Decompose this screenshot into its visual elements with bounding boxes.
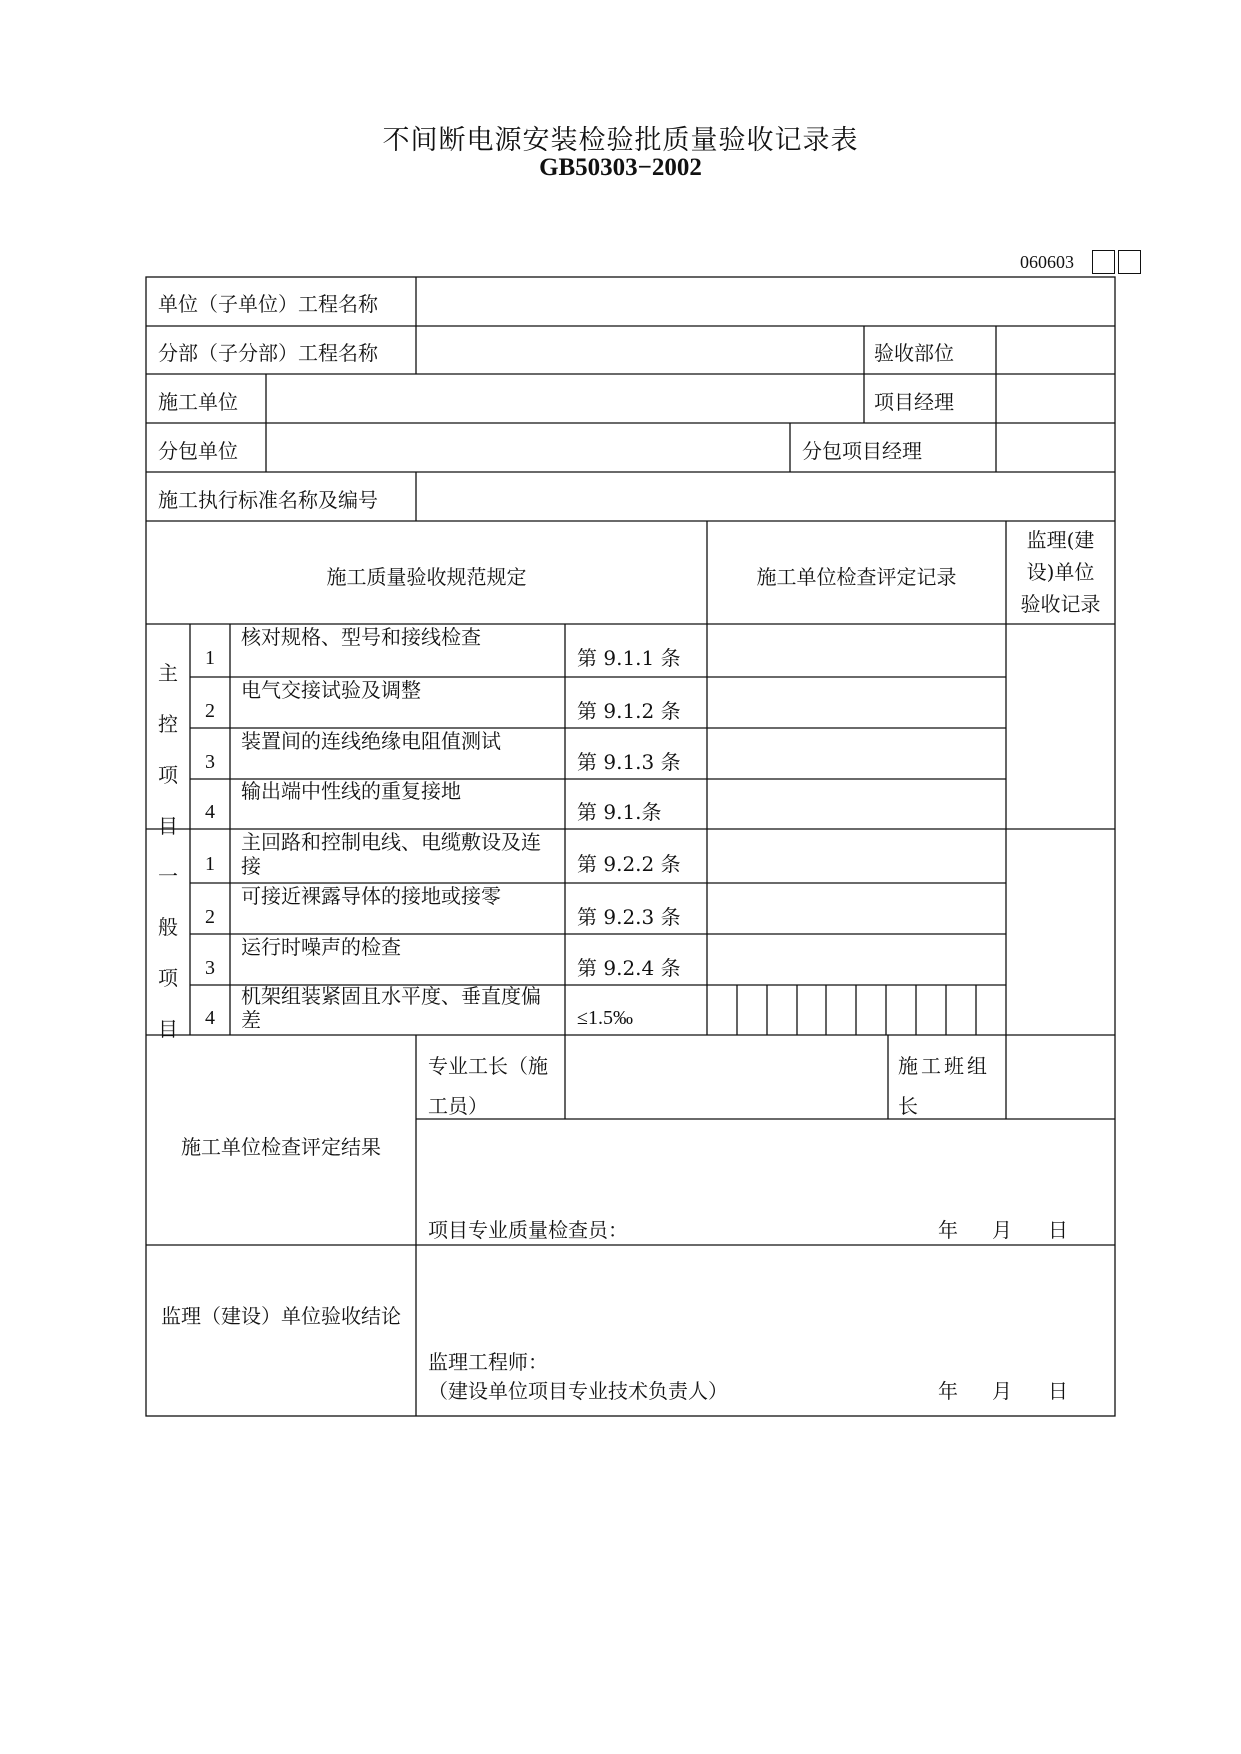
main-item-number: 3	[205, 751, 215, 773]
general-item-record-cell[interactable]	[710, 937, 1003, 982]
supervision-engineer-label: 监理工程师：	[428, 1350, 548, 1374]
main-item-record-cell[interactable]	[710, 782, 1003, 826]
conclusion-comment-field[interactable]	[420, 1248, 1112, 1348]
acceptance-part-label: 验收部位	[874, 341, 954, 365]
conclusion-date-year: 年	[938, 1379, 958, 1403]
foreman-field[interactable]	[569, 1038, 884, 1116]
main-item-clause: 第 9.1.条	[577, 800, 662, 824]
tech-lead-label: （建设单位项目专业技术负责人）	[428, 1379, 728, 1403]
team-leader-field[interactable]	[1009, 1038, 1112, 1116]
main-item-name: 核对规格、型号和接线检查	[241, 625, 481, 649]
conclusion-label: 监理（建设）单位验收结论	[161, 1304, 401, 1328]
main-item-name: 电气交接试验及调整	[241, 678, 421, 702]
result-comment-field[interactable]	[420, 1122, 1112, 1210]
result-date-month: 月	[992, 1218, 1012, 1242]
general-item-name: 可接近裸露导体的接地或接零	[241, 884, 501, 908]
general-item-name: 机架组装紧固且水平度、垂直度偏差	[241, 984, 541, 1032]
foreman-label: 专业工长（施 工员）	[428, 1054, 548, 1118]
sub-project-label: 分部（子分部）工程名称	[158, 341, 378, 365]
standard-code: GB50303−2002	[539, 154, 702, 181]
quality-inspector-label: 项目专业质量检查员：	[428, 1218, 628, 1242]
general-item-number: 2	[205, 906, 215, 928]
main-item-clause: 第 9.1.2 条	[577, 699, 681, 723]
sub-project-field[interactable]	[420, 329, 860, 371]
main-item-clause: 第 9.1.3 条	[577, 750, 681, 774]
general-item-clause: 第 9.2.3 条	[577, 905, 681, 929]
project-manager-field[interactable]	[1000, 378, 1110, 420]
general-item-record-cell[interactable]	[710, 832, 1003, 880]
subcontract-manager-field[interactable]	[1000, 426, 1110, 468]
construction-unit-field[interactable]	[270, 378, 860, 420]
general-item-clause: ≤1.5‰	[577, 1007, 633, 1029]
result-label: 施工单位检查评定结果	[181, 1135, 381, 1159]
standard-name-label: 施工执行标准名称及编号	[158, 488, 378, 512]
general-item-number: 3	[205, 957, 215, 979]
spec-column-header: 施工质量验收规范规定	[326, 565, 527, 589]
main-item-number: 1	[205, 647, 215, 669]
main-item-name: 输出端中性线的重复接地	[241, 779, 461, 803]
main-item-number: 4	[205, 801, 215, 823]
general-item-number: 1	[205, 853, 215, 875]
acceptance-part-field[interactable]	[1000, 329, 1110, 371]
standard-name-field[interactable]	[420, 475, 1110, 517]
team-leader-label: 施工班组 长	[898, 1054, 990, 1118]
main-item-name: 装置间的连线绝缘电阻值测试	[241, 729, 501, 753]
unit-project-label: 单位（子单位）工程名称	[158, 292, 378, 316]
construction-unit-label: 施工单位	[158, 390, 238, 414]
form-code: 060603	[1020, 252, 1074, 272]
page-title: 不间断电源安装检验批质量验收记录表	[382, 125, 859, 156]
main-item-number: 2	[205, 700, 215, 722]
general-items-label: 一 般 项 目	[158, 864, 178, 1041]
general-item-record-cell[interactable]	[710, 886, 1003, 931]
supervision-record-column-header: 监理(建 设)单位 验收记录	[1020, 528, 1101, 616]
main-control-supervision-cell[interactable]	[1009, 627, 1112, 826]
main-item-record-cell[interactable]	[710, 680, 1003, 725]
subcontract-unit-field[interactable]	[270, 426, 785, 468]
result-date-year: 年	[938, 1218, 958, 1242]
general-item-number: 4	[205, 1007, 215, 1029]
unit-project-field[interactable]	[420, 280, 1110, 322]
main-item-record-cell[interactable]	[710, 731, 1003, 776]
general-item-clause: 第 9.2.4 条	[577, 956, 681, 980]
conclusion-date-day: 日	[1048, 1379, 1068, 1403]
subcontract-manager-label: 分包项目经理	[802, 439, 922, 463]
project-manager-label: 项目经理	[874, 390, 954, 414]
subcontract-unit-label: 分包单位	[158, 439, 238, 463]
general-item-name: 运行时噪声的检查	[241, 935, 401, 959]
main-item-clause: 第 9.1.1 条	[577, 646, 681, 670]
main-item-record-cell[interactable]	[710, 627, 1003, 674]
general-item-clause: 第 9.2.2 条	[577, 852, 681, 876]
general-item-name: 主回路和控制电线、电缆敷设及连接	[241, 830, 541, 878]
conclusion-date-month: 月	[992, 1379, 1012, 1403]
general-supervision-cell[interactable]	[1009, 832, 1112, 1032]
result-date-day: 日	[1048, 1218, 1068, 1242]
main-control-label: 主 控 项 目	[158, 661, 178, 838]
check-record-column-header: 施工单位检查评定记录	[756, 565, 957, 589]
